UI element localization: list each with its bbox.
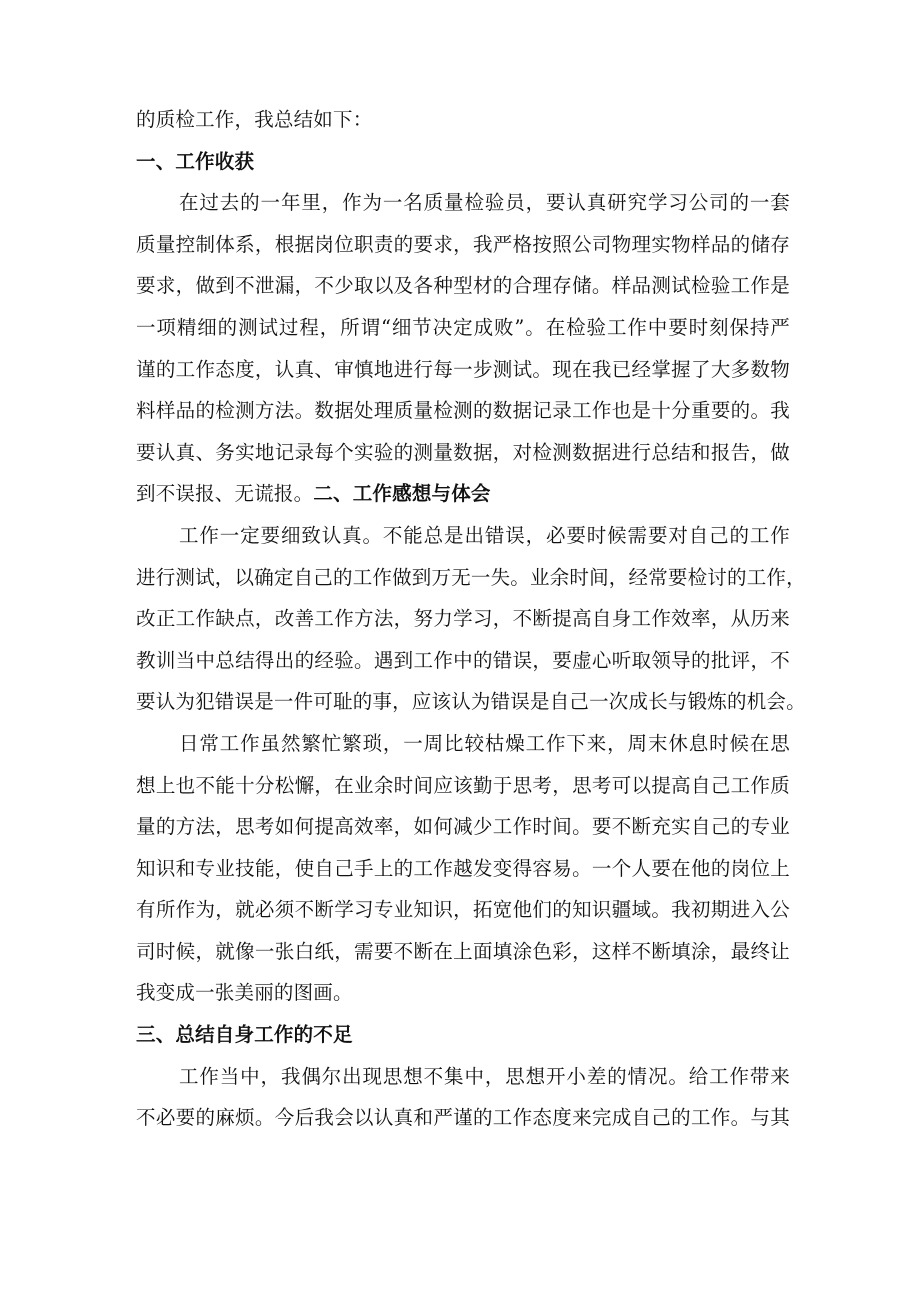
paragraph-line: 工作当中，我偶尔出现思想不集中，思想开小差的情况。给工作带来 xyxy=(179,1064,790,1088)
paragraph-line: 工作一定要细致认真。不能总是出错误，必要时候需要对自己的工作 xyxy=(179,523,790,547)
section-heading-3: 三、总结自身工作的不足 xyxy=(136,1023,353,1047)
section2-paragraph-1 xyxy=(136,515,806,723)
section-heading-1: 一、工作收获 xyxy=(136,149,255,173)
paragraph-line: 教训当中总结得出的经验。遇到工作中的错误，要虚心听取领导的批评，不 xyxy=(136,648,790,672)
paragraph-line: 量的方法，思考如何提高效率，如何减少工作时间。要不断充实自己的专业 xyxy=(136,815,790,839)
intro-line: 的质检工作，我总结如下： xyxy=(136,108,373,131)
paragraph-line: 一项精细的测试过程，所谓“细节决定成败”。在检验工作中要时刻保持严 xyxy=(136,315,790,339)
paragraph-line: 要认为犯错误是一件可耻的事，应该认为错误是自己一次成长与锻炼的机会。 xyxy=(136,690,806,714)
paragraph-line: 司时候，就像一张白纸，需要不断在上面填涂色彩，这样不断填涂，最终让 xyxy=(136,939,790,963)
section2-paragraph-2 xyxy=(136,723,790,1014)
paragraph-line: 我变成一张美丽的图画。 xyxy=(136,981,353,1005)
paragraph-line: 不必要的麻烦。今后我会以认真和严谨的工作态度来完成自己的工作。与其 xyxy=(136,1106,790,1130)
paragraph-line: 改正工作缺点，改善工作方法，努力学习，不断提高自身工作效率，从历来 xyxy=(136,607,790,631)
paragraph-line: 有所作为，就必须不断学习专业知识，拓宽他们的知识疆域。我初期进入公 xyxy=(136,898,790,922)
paragraph-line: 在过去的一年里，作为一名质量检验员，要认真研究学习公司的一套 xyxy=(179,191,790,215)
paragraph-line: 日常工作虽然繁忙繁琐，一周比较枯燥工作下来，周末休息时候在思 xyxy=(179,731,790,755)
paragraph-line: 谨的工作态度，认真、审慎地进行每一步测试。现在我已经掌握了大多数物 xyxy=(136,357,790,381)
document-body xyxy=(136,99,806,1139)
section-heading-2: 二、工作感想与体会 xyxy=(313,482,491,506)
paragraph-line: 质量控制体系，根据岗位职责的要求，我严格按照公司物理实物样品的储存 xyxy=(136,232,790,256)
paragraph-line: 料样品的检测方法。数据处理质量检测的数据记录工作也是十分重要的。我 xyxy=(136,399,790,423)
section1-paragraph xyxy=(136,182,790,515)
paragraph-line: 进行测试，以确定自己的工作做到万无一失。业余时间，经常要检讨的工作， xyxy=(136,565,806,589)
paragraph-line: 知识和专业技能，使自己手上的工作越发变得容易。一个人要在他的岗位上 xyxy=(136,856,790,880)
paragraph-line: 要求，做到不泄漏，不少取以及各种型材的合理存储。样品测试检验工作是 xyxy=(136,274,790,298)
paragraph-line: 想上也不能十分松懈，在业余时间应该勤于思考，思考可以提高自己工作质 xyxy=(136,773,790,797)
section3-paragraph xyxy=(136,1056,790,1139)
paragraph-line-with-heading xyxy=(136,473,790,515)
paragraph-line: 要认真、务实地记录每个实验的测量数据，对检测数据进行总结和报告，做 xyxy=(136,440,790,464)
paragraph-text: 到不误报、无谎报。 xyxy=(136,482,314,506)
